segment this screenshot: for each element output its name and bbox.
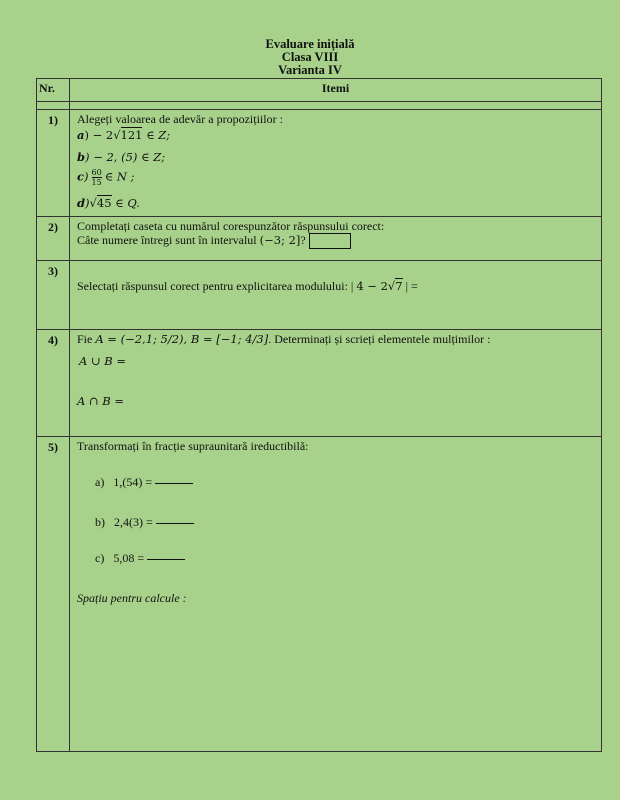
title-class: Clasa VIII xyxy=(281,50,339,64)
question-prompt: Transformați în fracție supraunitară ireductibilă: xyxy=(77,439,309,453)
sqrt-symbol: √ xyxy=(89,196,97,210)
conversion-item-c: c) 5,08 = xyxy=(95,551,185,565)
question-number: 2) xyxy=(48,220,58,234)
question-row-5 xyxy=(37,437,601,753)
question-row-3 xyxy=(37,261,601,330)
answer-box[interactable] xyxy=(309,233,351,249)
question-row-1 xyxy=(37,110,601,217)
conversion-item-b: b) 2,4(3) = xyxy=(95,515,194,529)
fraction: $\frac{60}{15}$ xyxy=(91,168,102,187)
statement-d: d)√45 ∈ Q. xyxy=(77,196,140,210)
answer-blank[interactable] xyxy=(155,483,193,484)
sqrt-symbol: √ xyxy=(113,128,121,142)
question-prompt: Fie A = (−2,1; 5/2), B = [−1; 4/3]. Determinați și scrieți elementele mulțimilor : xyxy=(77,332,491,346)
answer-blank[interactable] xyxy=(156,523,194,524)
question-prompt: Alegeți valoarea de adevăr a propozițiilor : xyxy=(77,112,283,126)
page-header xyxy=(0,38,620,77)
intersection-answer: A ∩ B = xyxy=(77,394,124,408)
sqrt-symbol: √ xyxy=(387,279,396,293)
question-number: 1) xyxy=(48,113,58,127)
statement-a: a) − 2√121 ∈ Z; xyxy=(77,128,171,142)
table-header-row xyxy=(37,79,601,102)
calculation-space-label: Spațiu pentru calcule : xyxy=(77,591,187,605)
union-answer: A ∪ B = xyxy=(79,354,126,368)
title-variant: Varianta IV xyxy=(278,63,342,77)
question-row-4 xyxy=(37,330,601,437)
question-number: 5) xyxy=(48,440,58,454)
title-evaluation: Evaluare inițială xyxy=(265,37,355,51)
question-number: 4) xyxy=(48,333,58,347)
items-table xyxy=(36,78,602,752)
statement-b: b) − 2, (5) ∈ Z; xyxy=(77,150,166,164)
spacer-row xyxy=(37,102,601,110)
answer-blank[interactable] xyxy=(147,559,185,560)
question-number: 3) xyxy=(48,264,58,278)
question-prompt: Completați caseta cu numărul corespunzător răspunsului corect: xyxy=(77,219,385,233)
statement-c: c) $\frac{60}{15}$ ∈ N ; xyxy=(77,168,135,187)
column-header-nr: Nr. xyxy=(39,81,55,95)
column-header-items: Itemi xyxy=(321,81,350,95)
question-line-2: Câte numere întregi sunt în intervalul (−3; 2]? xyxy=(77,233,351,249)
question-prompt: Selectați răspunsul corect pentru explicitarea modulului: | 4 − 2√7 | = xyxy=(77,279,418,293)
question-row-2 xyxy=(37,217,601,261)
conversion-item-a: a) 1,(54) = xyxy=(95,475,193,489)
